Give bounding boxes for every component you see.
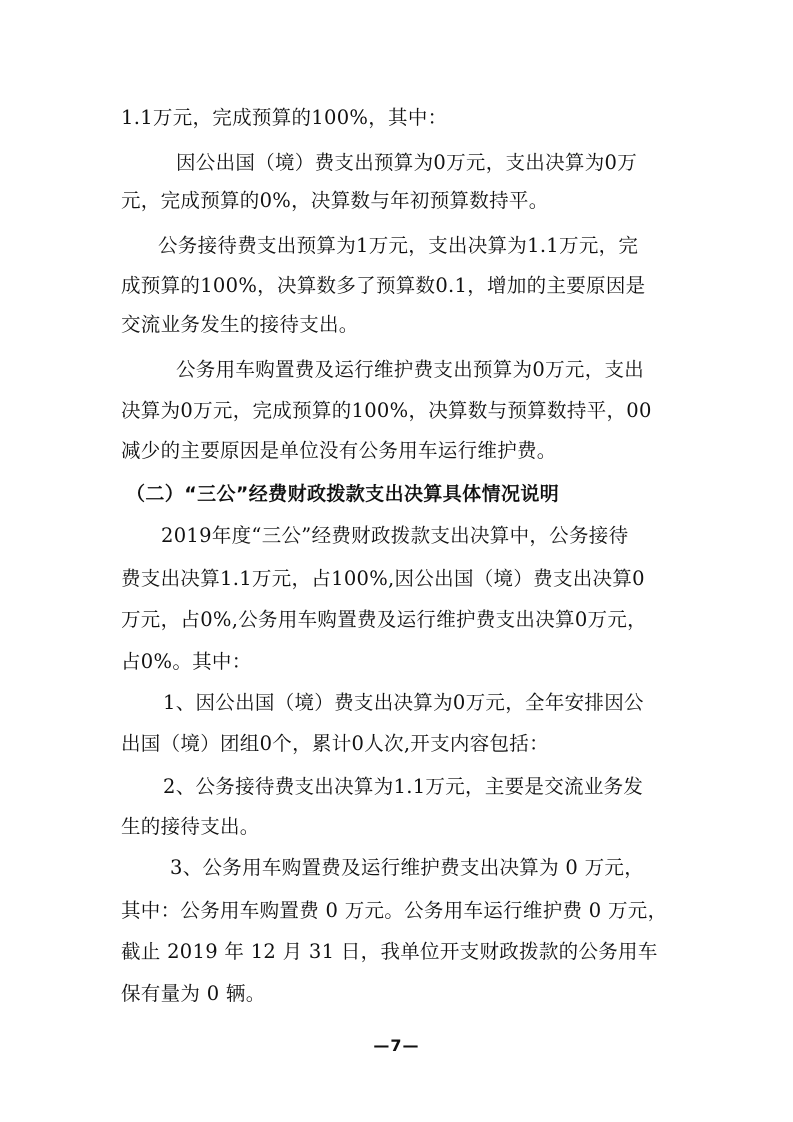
text-line: 2019年度“三公”经费财政拨款支出决算中，公务接待: [161, 524, 629, 547]
text-line: 元，完成预算的0%，决算数与年初预算数持平。: [121, 189, 549, 212]
text-line: 占0%。其中：: [121, 650, 252, 673]
text-line: 截止 2019 年 12 月 31 日，我单位开支财政拨款的公务用车: [121, 940, 658, 963]
text-line: 交流业务发生的接待支出。: [121, 313, 359, 336]
text-line: 1、因公出国（境）费支出决算为0万元，全年安排因公: [163, 691, 644, 714]
text-line: 出国（境）团组0个，累计0人次,开支内容包括：: [121, 732, 549, 755]
text-line: 公务用车购置费及运行维护费支出预算为0万元，支出: [176, 358, 645, 381]
text-line: 减少的主要原因是单位没有公务用车运行维护费。: [121, 439, 557, 462]
text-line: 费支出决算1.1万元，占100%,因公出国（境）费支出决算0: [121, 567, 645, 590]
text-line: 2、公务接待费支出决算为1.1万元，主要是交流业务发: [163, 775, 644, 798]
text-line: 生的接待支出。: [121, 815, 260, 838]
section-heading: （二）“三公”经费财政拨款支出决算具体情况说明: [126, 483, 560, 505]
text-line: 其中：公务用车购置费 0 万元。公务用车运行维护费 0 万元，: [121, 899, 668, 922]
text-line: 3、公务用车购置费及运行维护费支出决算为 0 万元，: [170, 856, 645, 879]
text-line: 公务接待费支出预算为1万元，支出决算为1.1万元，完: [158, 234, 639, 257]
text-line: 因公出国（境）费支出预算为0万元，支出决算为0万: [176, 151, 638, 174]
text-line: 成预算的100%，决算数多了预算数0.1，增加的主要原因是: [121, 274, 646, 297]
text-line: 保有量为 0 辆。: [121, 982, 266, 1005]
text-line: 1.1万元，完成预算的100%，其中：: [121, 106, 448, 129]
text-line: 万元，占0%,公务用车购置费及运行维护费支出决算0万元，: [121, 608, 647, 631]
page-number: —7—: [373, 1036, 420, 1055]
text-line: 决算为0万元，完成预算的100%，决算数与预算数持平，00: [121, 399, 652, 422]
